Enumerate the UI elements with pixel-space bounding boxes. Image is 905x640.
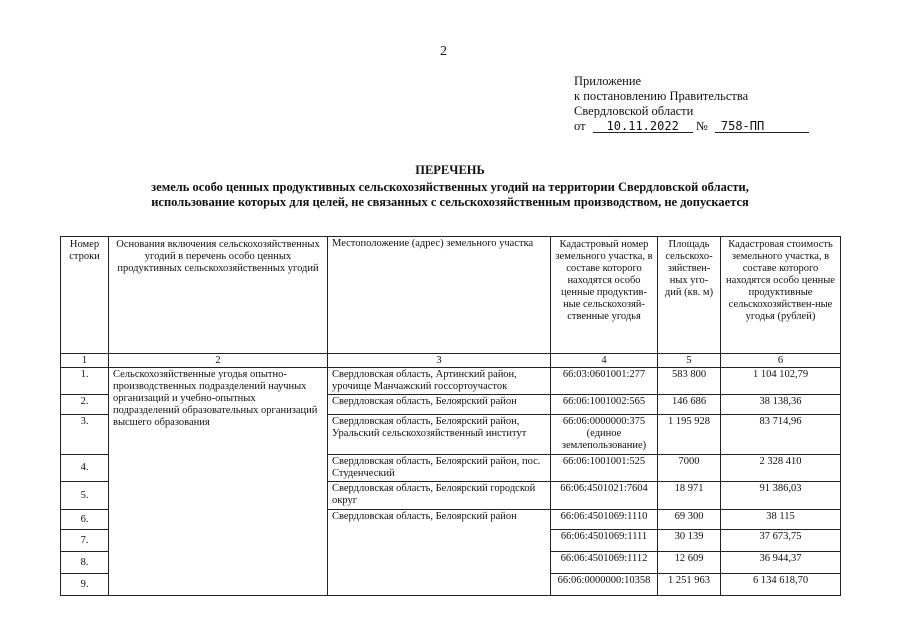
- decree-date: 10.11.2022: [593, 120, 693, 133]
- basis-cell: Сельскохозяйственные угодья опытно-производственных подразделений научных организаций и учебно-опытных подразделений образовательных организаций высшего образования: [109, 368, 328, 596]
- area-cell: 146 686: [658, 395, 721, 415]
- document-subtitle-line1: земель особо ценных продуктивных сельскохозяйственных угодий на территории Свердловской области,: [151, 180, 749, 194]
- appendix-date-line: [574, 119, 809, 134]
- header-basis: Основания включения сельскохозяйственных угодий в перечень особо ценных продуктивных сельскохозяйственных угодий: [109, 237, 328, 354]
- cadastral-number-cell: 66:06:4501021:7604: [551, 482, 658, 510]
- location-cell: Свердловская область, Белоярский район, пос. Студенческий: [328, 455, 551, 482]
- row-number: 3.: [61, 415, 109, 455]
- cost-cell: 36 944,37: [721, 552, 841, 574]
- appendix-title: Приложение: [574, 74, 642, 88]
- column-number: 6: [721, 354, 841, 368]
- area-cell: 1 251 963: [658, 574, 721, 596]
- cadastral-number-cell: 66:06:4501069:1111: [551, 530, 658, 552]
- row-number: 5.: [61, 482, 109, 510]
- area-cell: 69 300: [658, 510, 721, 530]
- cost-cell: 38 138,36: [721, 395, 841, 415]
- document-subtitle-line2: использование которых для целей, не связанных с сельскохозяйственным производством, не допускается: [151, 195, 749, 209]
- cadastral-number-cell: 66:06:4501069:1110: [551, 510, 658, 530]
- location-cell: Свердловская область, Белоярский район: [328, 395, 551, 415]
- land-list-table: [60, 236, 841, 596]
- column-number: 1: [61, 354, 109, 368]
- column-number: 2: [109, 354, 328, 368]
- cadastral-number-cell: 66:06:1001001:525: [551, 455, 658, 482]
- decree-number: 758-ПП: [715, 120, 809, 133]
- column-number-row: [61, 354, 841, 368]
- area-cell: 12 609: [658, 552, 721, 574]
- location-cell: Свердловская область, Белоярский городской округ: [328, 482, 551, 510]
- document-heading: ПЕРЕЧЕНЬ: [415, 163, 485, 177]
- header-area: Площадь сельскохо-зяйствен-ных уго-дий (кв. м): [658, 237, 721, 354]
- area-cell: 18 971: [658, 482, 721, 510]
- location-cell: Свердловская область, Артинский район, урочище Манчажский госсортоучасток: [328, 368, 551, 395]
- area-cell: 583 800: [658, 368, 721, 395]
- appendix-decree-ref: к постановлению Правительства: [574, 89, 749, 103]
- page-number: 2: [440, 44, 447, 59]
- cost-cell: 37 673,75: [721, 530, 841, 552]
- cadastral-number-cell: 66:06:0000000:10358: [551, 574, 658, 596]
- row-number: 9.: [61, 574, 109, 596]
- header-cadastral-cost: Кадастровая стоимость земельного участка, в составе которого находятся особо ценные продуктивные сельскохозяйствен-ные угодья (рублей): [721, 237, 841, 354]
- row-number: 6.: [61, 510, 109, 530]
- row-number: 2.: [61, 395, 109, 415]
- cost-cell: 83 714,96: [721, 415, 841, 455]
- row-number: 4.: [61, 455, 109, 482]
- cost-cell: 1 104 102,79: [721, 368, 841, 395]
- row-number: 7.: [61, 530, 109, 552]
- appendix-block: [574, 74, 809, 134]
- area-cell: 1 195 928: [658, 415, 721, 455]
- header-location: Местоположение (адрес) земельного участка: [328, 237, 551, 354]
- cost-cell: 6 134 618,70: [721, 574, 841, 596]
- cadastral-number-cell: 66:06:0000000:375 (единое землепользование): [551, 415, 658, 455]
- location-cell: Свердловская область, Белоярский район, Уральский сельскохозяйственный институт: [328, 415, 551, 455]
- cost-cell: 2 328 410: [721, 455, 841, 482]
- column-number: 4: [551, 354, 658, 368]
- table-header-row: [61, 237, 841, 354]
- appendix-region: Свердловской области: [574, 104, 694, 118]
- cost-cell: 38 115: [721, 510, 841, 530]
- number-prefix: №: [695, 119, 708, 133]
- header-row-number: Номер строки: [61, 237, 109, 354]
- row-number: 8.: [61, 552, 109, 574]
- cadastral-number-cell: 66:03:0601001:277: [551, 368, 658, 395]
- column-number: 3: [328, 354, 551, 368]
- row-number: 1.: [61, 368, 109, 395]
- area-cell: 30 139: [658, 530, 721, 552]
- header-cadastral-number: Кадастровый номер земельного участка, в составе которого находятся особо ценные продуктив-ные сельскохозяй-ственные угодья: [551, 237, 658, 354]
- cost-cell: 91 386,03: [721, 482, 841, 510]
- area-cell: 7000: [658, 455, 721, 482]
- column-number: 5: [658, 354, 721, 368]
- date-prefix: от: [574, 119, 586, 133]
- cadastral-number-cell: 66:06:1001002:565: [551, 395, 658, 415]
- cadastral-number-cell: 66:06:4501069:1112: [551, 552, 658, 574]
- table-row: [61, 368, 841, 395]
- location-cell: Свердловская область, Белоярский район: [328, 510, 551, 596]
